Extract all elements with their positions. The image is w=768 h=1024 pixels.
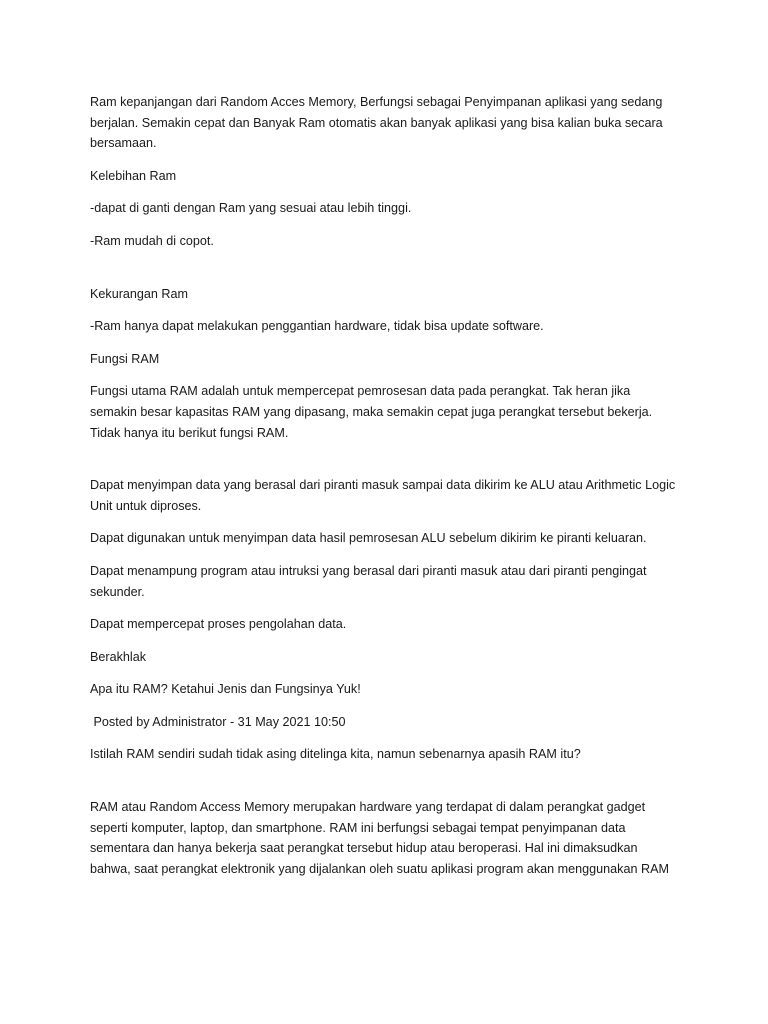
paragraph-fungsi-4: Dapat mempercepat proses pengolahan data. (90, 617, 347, 632)
paragraph-fungsi-2: Dapat digunakan untuk menyimpan data hasil pemrosesan ALU sebelum dikirim ke piranti keluaran. (90, 531, 647, 546)
article-intro: Istilah RAM sendiri sudah tidak asing ditelinga kita, namun sebenarnya apasih RAM itu? (90, 747, 581, 762)
list-item-kekurangan-1: -Ram hanya dapat melakukan penggantian hardware, tidak bisa update software. (90, 319, 544, 334)
list-item-kelebihan-1: -dapat di ganti dengan Ram yang sesuai atau lebih tinggi. (90, 201, 412, 216)
paragraph-ram-definition: Ram kepanjangan dari Random Acces Memory, Berfungsi sebagai Penyimpanan aplikasi yang sedang berjalan. Semakin cepat dan Banyak Ram otomatis akan banyak aplikasi yang bisa kalian buka secara bersamaan. (90, 95, 663, 151)
article-paragraph-ram: RAM atau Random Access Memory merupakan hardware yang terdapat di dalam perangkat gadget seperti komputer, laptop, dan smartphone. RAM ini berfungsi sebagai tempat penyimpanan data sementara dan hanya bekerja saat perangkat tersebut hidup atau beroperasi. Hal ini dimaksudkan bahwa, saat perangkat elektronik yang dijalankan oleh suatu aplikasi program akan menggunakan RAM (90, 800, 669, 876)
document-body (90, 92, 680, 891)
label-berakhlak: Berakhlak (90, 649, 147, 664)
heading-kekurangan-ram: Kekurangan Ram (90, 286, 189, 301)
article-title: Apa itu RAM? Ketahui Jenis dan Fungsinya Yuk! (90, 682, 361, 697)
paragraph-fungsi-utama: Fungsi utama RAM adalah untuk mempercepat pemrosesan data pada perangkat. Tak heran jika semakin besar kapasitas RAM yang dipasang, maka semakin cepat juga perangkat tersebut bekerja. Tidak hanya itu berikut fungsi RAM. (90, 384, 653, 440)
article-byline: Posted by Administrator - 31 May 2021 10:50 (90, 714, 346, 729)
paragraph-fungsi-3: Dapat menampung program atau intruksi yang berasal dari piranti masuk atau dari piranti pengingat sekunder. (90, 563, 647, 599)
heading-kelebihan-ram: Kelebihan Ram (90, 168, 177, 183)
paragraph-fungsi-1: Dapat menyimpan data yang berasal dari piranti masuk sampai data dikirim ke ALU atau Arithmetic Logic Unit untuk diproses. (90, 478, 676, 513)
heading-fungsi-ram: Fungsi RAM (90, 351, 160, 366)
list-item-kelebihan-2: -Ram mudah di copot. (90, 233, 214, 248)
